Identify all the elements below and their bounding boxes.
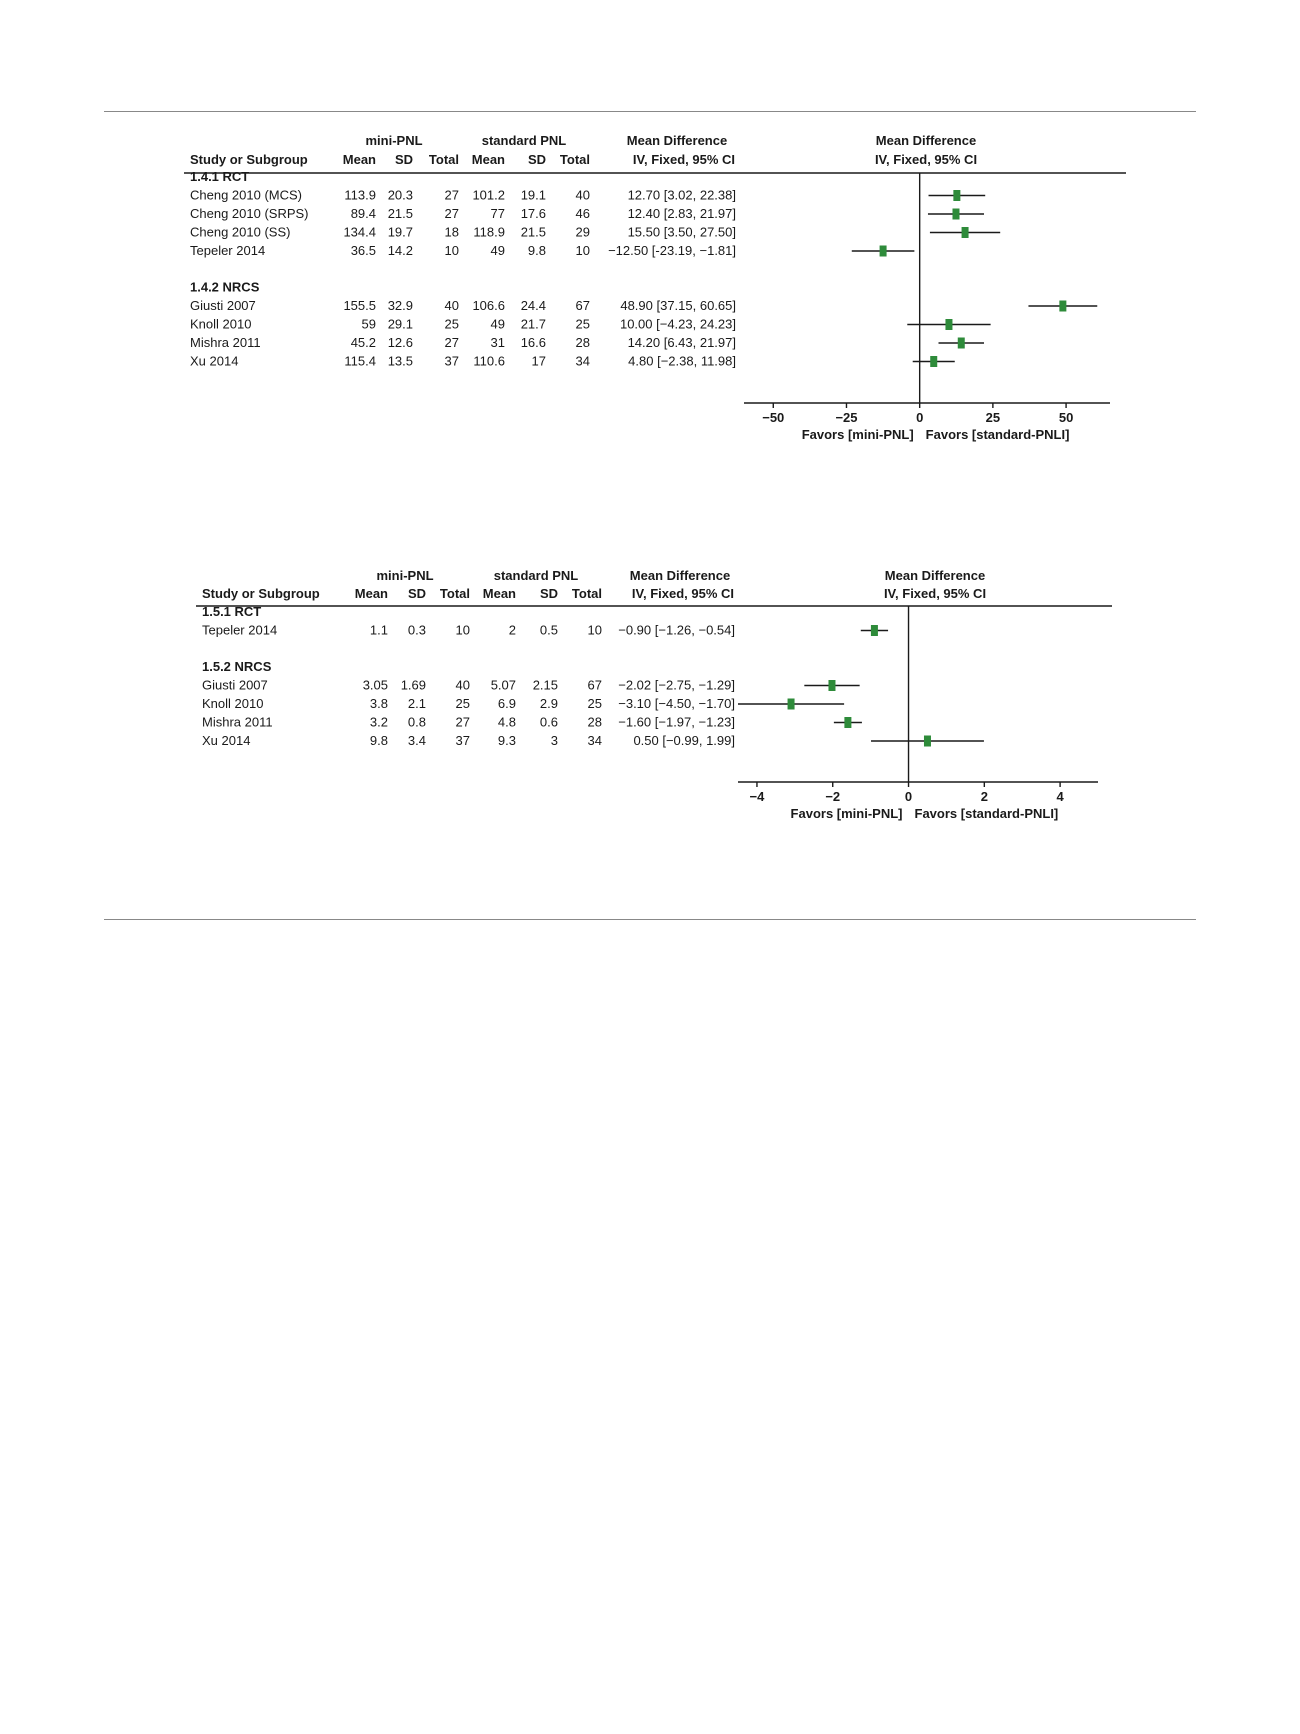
mean-mini: 3.2 [369,714,388,730]
total-mini: 27 [444,206,459,221]
study-name: Mishra 2011 [202,714,273,730]
study-row [190,354,955,369]
x-tick-label: 25 [985,410,1001,425]
mean-mini: 89.4 [350,206,376,221]
study-row [202,733,984,748]
header-total1: Total [439,586,470,601]
header-mean1: Mean [354,586,388,601]
study-name: Tepeler 2014 [190,243,266,258]
total-standard: 25 [575,316,590,332]
sd-standard: 17 [531,353,546,369]
sd-standard: 17.6 [520,206,546,221]
mean-mini: 59 [361,316,376,332]
mean-mini: 45.2 [350,335,376,350]
study-name: Knoll 2010 [190,316,252,332]
sd-mini: 3.4 [407,733,426,748]
mean-standard: 101.2 [472,187,505,203]
subgroup-label: 1.4.2 NRCS [190,279,260,295]
mean-difference-ci: 15.50 [3.50, 27.50] [627,224,736,240]
mean-difference-ci: 48.90 [37.15, 60.65] [620,298,736,313]
mean-mini: 9.8 [369,733,388,748]
total-standard: 40 [575,187,590,203]
total-standard: 67 [575,298,590,313]
x-tick-label: 0 [916,410,924,425]
study-name: Giusti 2007 [190,298,256,313]
mean-standard: 5.07 [490,677,516,693]
mean-difference-ci: −0.90 [−1.26, −0.54] [618,622,735,638]
header-total1: Total [428,152,459,167]
study-row [190,317,991,332]
total-mini: 25 [455,696,470,711]
effect-marker [788,699,795,710]
header-group1: mini-PNL [365,133,423,148]
mean-standard: 118.9 [473,224,505,240]
total-standard: 34 [575,353,590,369]
total-standard: 67 [587,677,602,693]
study-row [190,225,1000,240]
study-name: Cheng 2010 (MCS) [190,187,302,203]
total-mini: 27 [455,714,470,730]
effect-marker [880,246,887,257]
mean-difference-ci: 4.80 [−2.38, 11.98] [628,353,736,369]
study-row [202,715,862,730]
study-row [190,188,985,203]
effect-marker [1059,301,1066,312]
header-mean2: Mean [471,152,505,167]
mean-difference-ci: 0.50 [−0.99, 1.99] [633,733,735,748]
x-tick-label: −4 [749,789,765,804]
header-plot-method: IV, Fixed, 95% CI [874,152,978,167]
mean-mini: 3.05 [362,677,388,693]
header-effect: Mean Difference [626,133,728,148]
total-standard: 46 [575,206,590,221]
header-study: Study or Subgroup [202,586,320,601]
mean-difference-ci: 12.70 [3.02, 22.38] [627,187,736,203]
sd-mini: 1.69 [400,677,426,693]
study-row [190,335,984,350]
study-name: Cheng 2010 (SRPS) [190,206,309,221]
total-mini: 18 [444,224,459,240]
header-mean2: Mean [482,586,516,601]
header-effect: Mean Difference [629,568,731,583]
total-mini: 37 [444,353,459,369]
study-row [190,298,1097,313]
total-standard: 10 [575,243,590,258]
sd-standard: 21.5 [520,224,546,240]
sd-mini: 20.3 [387,187,413,203]
header-plot-effect: Mean Difference [884,568,986,583]
mean-difference-ci: −1.60 [−1.97, −1.23] [618,714,735,730]
header-method: IV, Fixed, 95% CI [632,152,735,167]
header-mean1: Mean [342,152,376,167]
header-study: Study or Subgroup [190,152,308,167]
subgroup-label: 1.5.1 RCT [202,604,262,619]
mean-standard: 2 [508,622,516,638]
mean-standard: 4.8 [497,714,516,730]
header-sd2: SD [527,152,546,167]
mean-mini: 115.4 [344,353,376,369]
header-group2: standard PNL [493,568,579,583]
total-standard: 34 [587,733,602,748]
total-mini: 37 [455,733,470,748]
sd-standard: 2.15 [532,677,558,693]
study-name: Mishra 2011 [190,335,261,350]
header-sd1: SD [394,152,413,167]
mean-standard: 6.9 [497,696,516,711]
sd-standard: 19.1 [520,187,546,203]
study-name: Giusti 2007 [202,677,268,693]
total-standard: 25 [587,696,602,711]
mean-difference-ci: −2.02 [−2.75, −1.29] [618,677,735,693]
sd-mini: 13.5 [387,353,413,369]
subgroup-label: 1.5.2 NRCS [202,659,272,674]
mean-difference-ci: −3.10 [−4.50, −1.70] [618,696,735,711]
mean-difference-ci: 14.20 [6.43, 21.97] [627,335,736,350]
header-total2: Total [559,152,590,167]
sd-standard: 16.6 [520,335,546,350]
total-mini: 25 [444,316,459,332]
sd-standard: 9.8 [527,243,546,258]
study-row [202,623,888,638]
mean-standard: 106.6 [472,298,505,313]
x-tick-label: −25 [835,410,858,425]
mean-mini: 36.5 [350,243,376,258]
x-tick-label: −2 [825,789,841,804]
effect-marker [924,736,931,747]
mean-mini: 113.9 [344,187,376,203]
study-row [202,696,844,711]
mean-standard: 9.3 [497,733,516,748]
header-method: IV, Fixed, 95% CI [631,586,734,601]
sd-mini: 12.6 [387,335,413,350]
sd-mini: 32.9 [387,298,413,313]
mean-standard: 110.6 [473,353,505,369]
effect-marker [952,209,959,220]
effect-marker [958,338,965,349]
study-row [190,243,914,258]
header-sd2: SD [539,586,558,601]
favors-right-label: Favors [standard-PNLI] [914,806,1059,821]
effect-marker [953,190,960,201]
effect-marker [871,625,878,636]
study-name: Xu 2014 [190,353,239,369]
x-tick-label: 0 [904,789,913,804]
sd-mini: 21.5 [387,206,413,221]
header-plot-effect: Mean Difference [875,133,977,148]
mean-standard: 77 [490,206,505,221]
total-mini: 40 [455,677,470,693]
mean-mini: 134.4 [343,224,376,240]
total-mini: 10 [455,622,470,638]
study-name: Cheng 2010 (SS) [190,224,291,240]
favors-right-label: Favors [standard-PNLI] [925,427,1070,442]
mean-difference-ci: −12.50 [-23.19, −1.81] [608,243,736,258]
mean-difference-ci: 12.40 [2.83, 21.97] [627,206,736,221]
forest-plot-1 [184,133,1126,442]
sd-standard: 21.7 [520,316,546,332]
sd-standard: 2.9 [539,696,558,711]
sd-standard: 24.4 [520,298,546,313]
total-standard: 28 [575,335,590,350]
sd-standard: 0.6 [539,714,558,730]
study-row [202,678,860,693]
sd-standard: 0.5 [539,622,558,638]
x-tick-label: 4 [1056,789,1064,804]
header-sd1: SD [407,586,426,601]
mean-mini: 1.1 [369,622,388,638]
total-standard: 10 [587,622,602,638]
sd-mini: 14.2 [387,243,413,258]
total-mini: 27 [444,187,459,203]
header-group2: standard PNL [481,133,567,148]
effect-marker [930,356,937,367]
study-name: Tepeler 2014 [202,622,278,638]
header-total2: Total [571,586,602,601]
total-mini: 10 [444,243,459,258]
header-plot-method: IV, Fixed, 95% CI [883,586,987,601]
mean-mini: 3.8 [369,696,388,711]
sd-mini: 0.3 [407,622,426,638]
study-row [190,206,984,221]
mean-standard: 49 [490,316,505,332]
total-mini: 40 [444,298,459,313]
sd-mini: 19.7 [387,224,413,240]
x-tick-label: 50 [1058,410,1074,425]
total-mini: 27 [444,335,459,350]
effect-marker [945,319,952,330]
mean-standard: 49 [490,243,505,258]
study-name: Xu 2014 [202,733,251,748]
forest-plot-2 [196,568,1112,821]
effect-marker [844,717,851,728]
sd-mini: 0.8 [407,714,426,730]
x-tick-label: −50 [762,410,785,425]
mean-difference-ci: 10.00 [−4.23, 24.23] [619,316,736,332]
effect-marker [962,227,969,238]
total-standard: 28 [587,714,602,730]
x-tick-label: 2 [980,789,988,804]
sd-mini: 2.1 [407,696,426,711]
total-standard: 29 [575,224,590,240]
header-group1: mini-PNL [376,568,434,583]
sd-mini: 29.1 [387,316,413,332]
mean-standard: 31 [490,335,505,350]
favors-left-label: Favors [mini-PNL] [801,427,914,442]
mean-mini: 155.5 [343,298,376,313]
sd-standard: 3 [550,733,558,748]
study-name: Knoll 2010 [202,696,264,711]
subgroup-label: 1.4.1 RCT [190,169,250,184]
effect-marker [828,680,835,691]
favors-left-label: Favors [mini-PNL] [790,806,903,821]
